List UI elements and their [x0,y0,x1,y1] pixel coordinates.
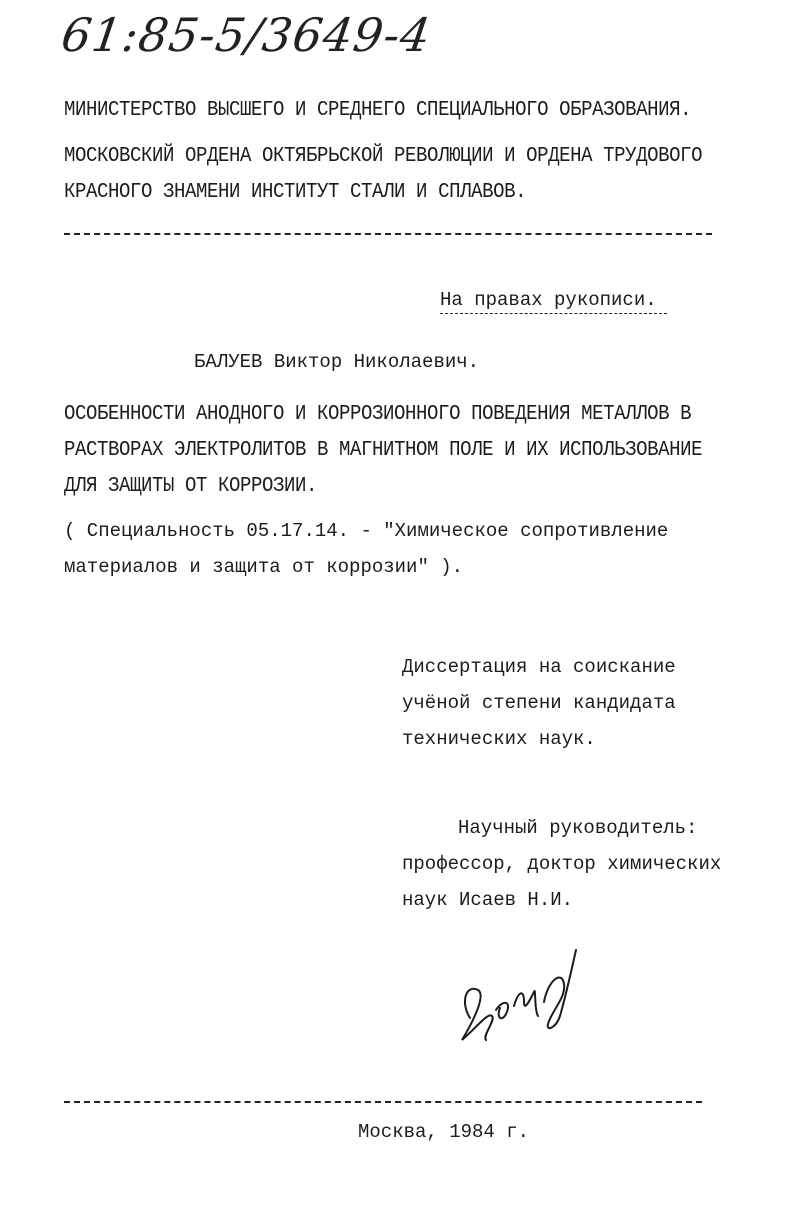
supervisor-label: Научный руководитель: [458,817,698,839]
specialty-line-1: ( Специальность 05.17.14. - "Химическое сопротивление [64,520,669,542]
thesis-title-line-3: ДЛЯ ЗАЩИТЫ ОТ КОРРОЗИИ. [64,473,318,498]
archive-code-handwritten: 61:85-5/3649-4 [58,8,435,62]
specialty-line-2: материалов и защита от коррозии" ). [64,556,464,578]
thesis-title-line-1: ОСОБЕННОСТИ АНОДНОГО И КОРРОЗИОННОГО ПОВЕДЕНИЯ МЕТАЛЛОВ В [64,401,692,426]
header-divider [64,233,712,235]
degree-line-3: технических наук. [402,728,596,750]
footer-divider [64,1101,702,1103]
author-name: БАЛУЕВ Виктор Николаевич. [194,351,480,373]
ministry-header-line: МИНИСТЕРСТВО ВЫСШЕГО И СРЕДНЕГО СПЕЦИАЛЬНОГО ОБРАЗОВАНИЯ. [64,97,692,122]
thesis-title-line-2: РАСТВОРАХ ЭЛЕКТРОЛИТОВ В МАГНИТНОМ ПОЛЕ И ИХ ИСПОЛЬЗОВАНИЕ [64,437,703,462]
signature-mark [452,940,592,1060]
institute-header-line-2: КРАСНОГО ЗНАМЕНИ ИНСТИТУТ СТАЛИ И СПЛАВОВ. [64,179,527,204]
institute-header-line-1: МОСКОВСКИЙ ОРДЕНА ОКТЯБРЬСКОЙ РЕВОЛЮЦИИ И ОРДЕНА ТРУДОВОГО [64,143,703,168]
degree-line-1: Диссертация на соискание [402,656,676,678]
city-year: Москва, 1984 г. [358,1121,530,1143]
manuscript-rights-note [440,288,667,312]
manuscript-rights-text: На правах рукописи. [440,289,667,314]
supervisor-name: наук Исаев Н.И. [402,889,574,911]
degree-line-2: учёной степени кандидата [402,692,676,714]
supervisor-title: профессор, доктор химических [402,853,722,875]
